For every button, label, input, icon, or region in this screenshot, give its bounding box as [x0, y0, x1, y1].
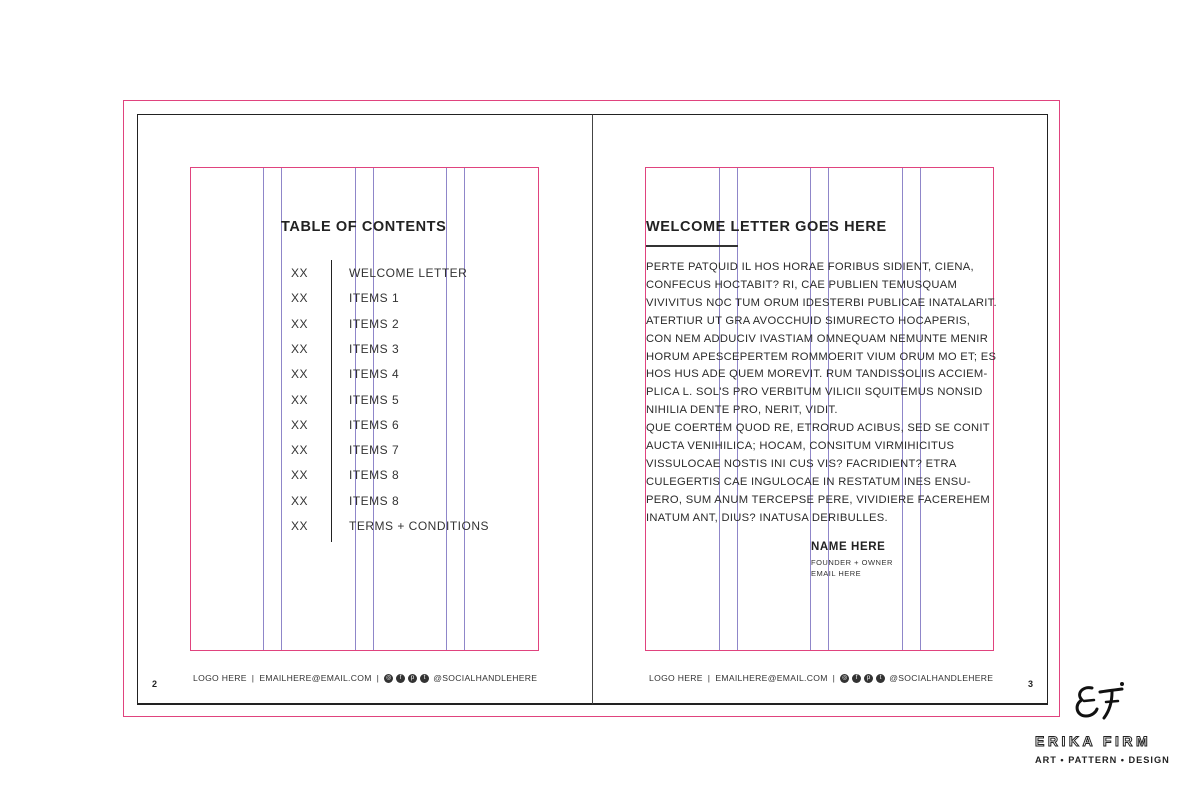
twitter-icon: t	[420, 674, 429, 683]
letter-line: AUCTA VENIHILICA; HOCAM, CONSITUM VIRMIHICITUS	[646, 440, 955, 453]
letter-line: CONFECUS HOCTABIT? RI, CAE PUBLIEN TEMUSQUAM	[646, 278, 958, 291]
toc-item-number: XX	[291, 443, 309, 458]
toc-divider	[331, 260, 332, 542]
letter-line: CULEGERTIS CAE INGULOCAE IN RESTATUM INES ENSU-	[646, 475, 971, 488]
letter-line: ATERTIUR UT GRA AVOCCHUID SIMURECTO HOCAPERIS,	[646, 314, 971, 327]
footer-handle: @SOCIALHANDLEHERE	[889, 673, 994, 683]
instagram-icon: ◎	[841, 674, 848, 681]
letter-line: HOS HUS ADE QUEM MOREVIT. RUM TANDISSOLIIS ACCIEM-	[646, 368, 988, 381]
toc-item-label: ITEMS 2	[349, 316, 400, 331]
instagram-icon: ◎	[385, 674, 392, 681]
social-icons	[384, 674, 429, 683]
facebook-icon: f	[396, 674, 405, 683]
toc-item-number: XX	[291, 291, 309, 306]
twitter-icon: t	[876, 674, 885, 683]
column-guide	[355, 168, 356, 650]
letter-line: CON NEM ADDUCIV IVASTIAM OMNEQUAM NEMUNTE MENIR	[646, 332, 989, 345]
footer-logo: LOGO HERE	[193, 673, 247, 683]
column-guide	[446, 168, 447, 650]
title-underline	[646, 245, 738, 247]
letter-line: HORUM APESCEPERTEM ROMMOERIT VIUM ORUM MO ET; ES	[646, 350, 997, 363]
brand-logo-mark	[1070, 680, 1130, 725]
toc-item-number: XX	[291, 519, 309, 533]
toc-item-number: XX	[291, 266, 309, 280]
pinterest-icon: p	[408, 674, 417, 683]
toc-item-number: XX	[291, 468, 309, 483]
page-number-left: 2	[152, 679, 158, 689]
letter-body	[646, 259, 996, 528]
footer-separator: |	[832, 673, 836, 683]
facebook-icon: f	[852, 674, 861, 683]
toc-item-label: ITEMS 6	[349, 417, 400, 432]
footer-handle: @SOCIALHANDLEHERE	[433, 673, 538, 683]
toc-item-number: XX	[291, 341, 309, 356]
toc-item-label: ITEMS 5	[349, 392, 400, 407]
letter-line: QUE COERTEM QUOD RE, ETRORUD ACIBUS, SED SE CONIT	[646, 422, 990, 435]
letter-line: NIHILIA DENTE PRO, NERIT, VIDIT.	[646, 404, 838, 417]
signature-email: EMAIL HERE	[811, 569, 862, 578]
letter-line: PLICA L. SOL'S PRO VERBITUM VILICII SQUITEMUS NONSID	[646, 386, 983, 399]
toc-item-label: ITEMS 1	[349, 291, 400, 306]
left-margin-guide	[190, 167, 539, 651]
toc-item-number: XX	[291, 367, 309, 382]
letter-line: PERO, SUM ANUM TERCEPSE PERE, VIVIDIERE FACEREHEM	[646, 493, 990, 506]
letter-line: VIVIVITUS NOC TUM ORUM IDESTERBI PUBLICAE INATALARIT.	[646, 296, 997, 309]
toc-title: TABLE OF CONTENTS	[281, 219, 447, 235]
column-guide	[373, 168, 374, 650]
column-guide	[263, 168, 264, 650]
pinterest-icon: p	[864, 674, 873, 683]
column-guide	[464, 168, 465, 650]
letter-line: INATUM ANT, DIUS? INATUSA DERIBULLES.	[646, 511, 888, 524]
page-number-right: 3	[1028, 679, 1034, 689]
toc-item-label: ITEMS 3	[349, 341, 400, 356]
toc-item-number: XX	[291, 316, 309, 331]
footer-right	[649, 673, 993, 683]
toc-item-label: WELCOME LETTER	[349, 266, 468, 280]
footer-email: EMAILHERE@EMAIL.COM	[715, 673, 828, 683]
brand-name: ERIKA FIRM	[1035, 733, 1152, 749]
brand-tagline: ART • PATTERN • DESIGN	[1035, 755, 1170, 765]
footer-email: EMAILHERE@EMAIL.COM	[259, 673, 372, 683]
toc-item-label: ITEMS 8	[349, 493, 400, 508]
toc-item-number: XX	[291, 493, 309, 508]
toc-item-label: ITEMS 4	[349, 367, 400, 382]
toc-item-label: ITEMS 8	[349, 468, 400, 483]
social-icons	[840, 674, 885, 683]
toc-item-label: TERMS + CONDITIONS	[349, 519, 490, 533]
footer-separator: |	[251, 673, 255, 683]
toc-item-label: ITEMS 7	[349, 443, 400, 458]
column-guide	[281, 168, 282, 650]
signature-title: FOUNDER + OWNER	[811, 558, 893, 567]
footer-logo: LOGO HERE	[649, 673, 703, 683]
footer-separator: |	[707, 673, 711, 683]
signature-name: NAME HERE	[811, 541, 886, 553]
footer-left	[193, 673, 537, 683]
letter-title: WELCOME LETTER GOES HERE	[646, 219, 887, 235]
toc-item-number: XX	[291, 392, 309, 407]
letter-line: PERTE PATQUID IL HOS HORAE FORIBUS SIDIENT, CIENA,	[646, 261, 974, 273]
toc-item-number: XX	[291, 417, 309, 432]
footer-separator: |	[376, 673, 380, 683]
letter-line: VISSULOCAE NOSTIS INI CUS VIS? FACRIDIENT? ETRA	[646, 457, 957, 470]
